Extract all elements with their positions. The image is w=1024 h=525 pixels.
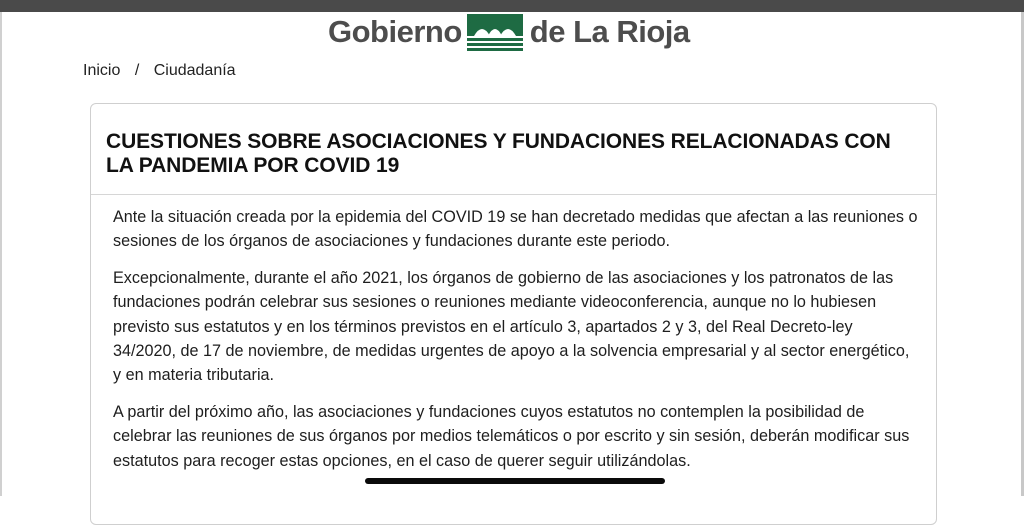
article-paragraph: Ante la situación creada por la epidemia del COVID 19 se han decretado medidas que afectan a las reuniones o sesiones de los órganos de asociaciones y fundaciones durante este periodo. [113,208,918,251]
logo-text-right: de La Rioja [529,14,690,49]
article-title: CUESTIONES SOBRE ASOCIACIONES Y FUNDACIONES RELACIONADAS CON LA PANDEMIA POR COVID 19 [106,130,891,177]
breadcrumb-home-link[interactable]: Inicio [83,62,121,79]
logo-text-left: Gobierno [328,14,462,49]
breadcrumb [83,62,236,80]
la-rioja-emblem-icon [466,12,524,52]
article-body [91,195,936,473]
breadcrumb-current-link[interactable]: Ciudadanía [153,62,236,79]
article-card-header [91,104,936,195]
article-card [90,103,937,525]
article-paragraph: Excepcionalmente, durante el año 2021, los órganos de gobierno de las asociaciones y los patronatos de las fundaciones podrán celebrar sus sesiones o reuniones mediante videoconferencia, aunque no lo hubiesen previsto sus estatutos y en los términos previstos en el artículo 3, apartados 2 y 3, del Real Decreto-ley 34/2020, de 17 de noviembre, de medidas urgentes de apoyo a la solvencia empresarial y al sector energético, y en materia tributaria. [113,268,910,385]
breadcrumb-separator: / [134,62,140,79]
page-edge-left [0,12,2,496]
article-paragraph: A partir del próximo año, las asociaciones y fundaciones cuyos estatutos no contemplen la posibilidad de celebrar las reuniones de sus órganos por medios telemáticos o por escrito y sin sesión, deberán modificar sus estatutos para recoger estas opciones, en el caso de querer seguir utilizándolas. [113,402,910,470]
home-indicator-bar[interactable] [365,478,665,484]
site-logo[interactable] [328,10,690,54]
